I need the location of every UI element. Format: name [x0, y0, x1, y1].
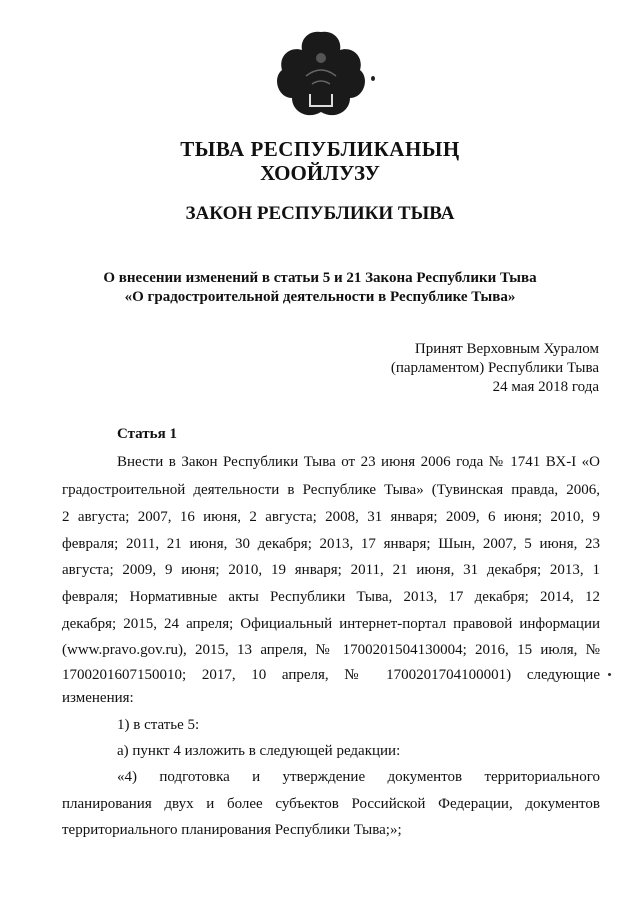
quote-line: территориального планирования Республики Тыва;»;: [62, 822, 402, 838]
law-title-line-2: «О градостроительной деятельности в Республике Тыва»: [124, 289, 516, 305]
body-line: февраля; Нормативные акты Республики Тыва, 2013, 17 декабря; 2014, 12: [62, 589, 600, 605]
speck: [608, 673, 611, 676]
quote-line: «4) подготовка и утверждение документов территориального: [117, 769, 600, 785]
article-heading: Статья 1: [117, 426, 177, 442]
list-item: а) пункт 4 изложить в следующей редакции:: [117, 743, 401, 759]
body-line: 1700201607150010; 2017, 10 апреля, № 1700201704100001) следующие: [62, 667, 600, 683]
adoption-line-1: Принят Верховным Хуралом: [414, 341, 599, 357]
list-item: 1) в статье 5:: [117, 717, 200, 733]
law-title-line-1: О внесении изменений в статьи 5 и 21 Закона Республики Тыва: [103, 270, 537, 286]
body-line: 2 августа; 2007, 16 июня, 2 августа; 2008, 31 января; 2009, 6 июня; 2010, 9: [62, 509, 600, 525]
header-line-1: ТЫВА РЕСПУБЛИКАНЫҢ: [180, 137, 460, 161]
body-line: Внести в Закон Республики Тыва от 23 июня 2006 года № 1741 ВХ-I «О: [117, 454, 600, 470]
adoption-line-2: (парламентом) Республики Тыва: [390, 360, 599, 376]
body-line: августа; 2009, 9 июня; 2010, 19 января; 2011, 21 июня, 31 декабря; 2013, 1: [62, 562, 600, 578]
body-line: изменения:: [62, 690, 134, 706]
coat-of-arms-emblem: [276, 28, 366, 120]
header-line-2: ХООЙЛУЗУ: [260, 161, 380, 185]
adoption-date: 24 мая 2018 года: [492, 379, 599, 395]
header-line-3: ЗАКОН РЕСПУБЛИКИ ТЫВА: [185, 203, 455, 224]
body-line: (www.pravo.gov.ru), 2015, 13 апреля, № 1700201504130004; 2016, 15 июля, №: [62, 642, 600, 658]
adoption-info: [391, 340, 599, 397]
quote-line: планирования двух и более субъектов Российской Федерации, документов: [62, 796, 600, 812]
body-line: декабря; 2015, 24 апреля; Официальный интернет-портал правовой информации: [62, 616, 600, 632]
body-line: градостроительной деятельности в Республике Тыва» (Тувинская правда, 2006,: [62, 482, 600, 498]
speck: [371, 76, 375, 81]
body-line: февраля; 2011, 21 июня, 30 декабря; 2013, 17 января; Шын, 2007, 5 июня, 23: [62, 536, 600, 552]
